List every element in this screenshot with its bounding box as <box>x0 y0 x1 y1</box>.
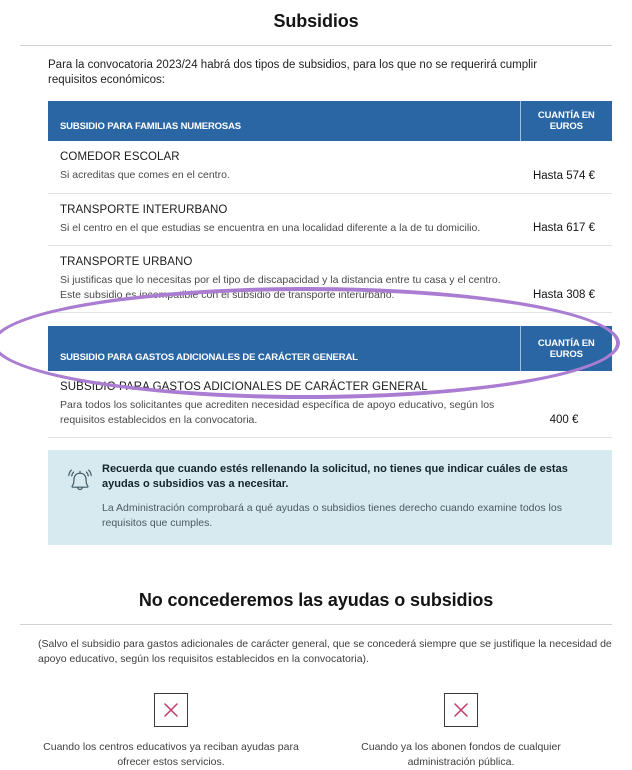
row-description-line: Si justificas que lo necesitas por el tipo de discapacidad y la distancia entre tu casa y el centro. <box>60 274 501 286</box>
table-body <box>48 141 612 313</box>
row-description <box>60 398 508 427</box>
column-header-subsidy: SUBSIDIO PARA FAMILIAS NUMEROSAS <box>48 101 520 141</box>
row-content-cell <box>48 246 520 313</box>
row-description <box>60 273 508 302</box>
denied-card-line: Cuando los centros educativos ya reciban ayudas para <box>43 741 299 753</box>
table-body <box>48 371 612 438</box>
table-general-expenses-wrapper <box>48 326 612 438</box>
table-header <box>48 326 612 371</box>
row-description <box>60 168 508 183</box>
denied-card-line: Cuando ya los abonen fondos de cualquier <box>361 741 561 753</box>
column-header-amount-line: EUROS <box>549 348 583 360</box>
row-description-line: Para todos los solicitantes que acrediten necesidad específica de apoyo educativo, según los <box>60 399 495 411</box>
notice-box <box>48 450 612 545</box>
row-description <box>60 221 508 236</box>
denied-card-text <box>316 740 606 770</box>
column-header-amount: CUANTÍA EN EUROS <box>520 101 612 141</box>
denied-cards <box>26 693 606 770</box>
bell-icon <box>60 462 100 496</box>
x-mark-icon <box>444 693 478 727</box>
denied-title-divider <box>20 624 612 625</box>
page-title: Subsidios <box>273 11 359 31</box>
row-description-line: Si el centro en el que estudias se encuentra en una localidad diferente a la de tu domicilio. <box>60 221 481 234</box>
row-description-line: Este subsidio es incompatible con el subsidio de transporte interurbano. <box>60 288 395 301</box>
notice-content <box>100 462 598 531</box>
row-title: COMEDOR ESCOLAR <box>60 151 180 163</box>
denied-section-title: No concederemos las ayudas o subsidios <box>138 590 494 610</box>
table-large-families <box>48 101 612 313</box>
row-title: SUBSIDIO PARA GASTOS ADICIONALES DE CARÁCTER GENERAL <box>60 381 428 393</box>
notice-primary-text: Recuerda que cuando estés rellenando la solicitud, no tienes que indicar cuáles de estas ayudas o subsidios vas a necesitar. <box>102 463 568 490</box>
column-header-amount-line: CUANTÍA EN <box>537 337 595 349</box>
table-header <box>48 101 612 141</box>
column-header-subsidy: SUBSIDIO PARA GASTOS ADICIONALES DE CARÁCTER GENERAL <box>48 326 520 371</box>
row-title: TRANSPORTE INTERURBANO <box>60 203 228 216</box>
row-description-line: Si acreditas que comes en el centro. <box>60 169 230 181</box>
x-mark-icon <box>154 693 188 727</box>
denied-note: (Salvo el subsidio para gastos adicionales de carácter general, que se concederá siempre que se justifique la necesidad de apoyo educativo, según los requisitos establecidos en la convocatoria). <box>38 638 612 665</box>
notice-secondary-text: La Administración comprobará a qué ayudas o subsidios tienes derecho cuando examine todos los requisitos que cumples. <box>102 502 562 529</box>
denied-card-text <box>26 740 316 770</box>
table-header-row <box>48 101 612 141</box>
denied-card-line: ofrecer estos servicios. <box>117 756 225 768</box>
table-row <box>48 371 612 438</box>
title-divider <box>20 45 612 46</box>
row-title: TRANSPORTE URBANO <box>60 256 193 268</box>
table-header-row <box>48 326 612 371</box>
intro-paragraph: Para la convocatoria 2023/24 habrá dos tipos de subsidios, para los que no se requerirá cumplir requisitos económicos: <box>48 59 538 86</box>
row-content-cell <box>48 141 520 193</box>
denied-card <box>26 693 316 770</box>
denied-section <box>0 579 632 770</box>
row-amount: 400 € <box>520 371 612 438</box>
row-description-line: requisitos establecidos en la convocatoria. <box>60 413 258 426</box>
table-row <box>48 246 612 313</box>
denied-card <box>316 693 606 770</box>
table-large-families-wrapper <box>48 101 612 313</box>
table-general-expenses <box>48 326 612 438</box>
table-row <box>48 141 612 193</box>
row-amount: Hasta 574 € <box>520 141 612 193</box>
table-row <box>48 193 612 246</box>
row-content-cell <box>48 193 520 246</box>
denied-card-line: administración pública. <box>407 756 515 768</box>
row-content-cell <box>48 371 520 438</box>
column-header-amount <box>520 326 612 371</box>
row-amount: Hasta 617 € <box>520 193 612 246</box>
row-amount: Hasta 308 € <box>520 246 612 313</box>
